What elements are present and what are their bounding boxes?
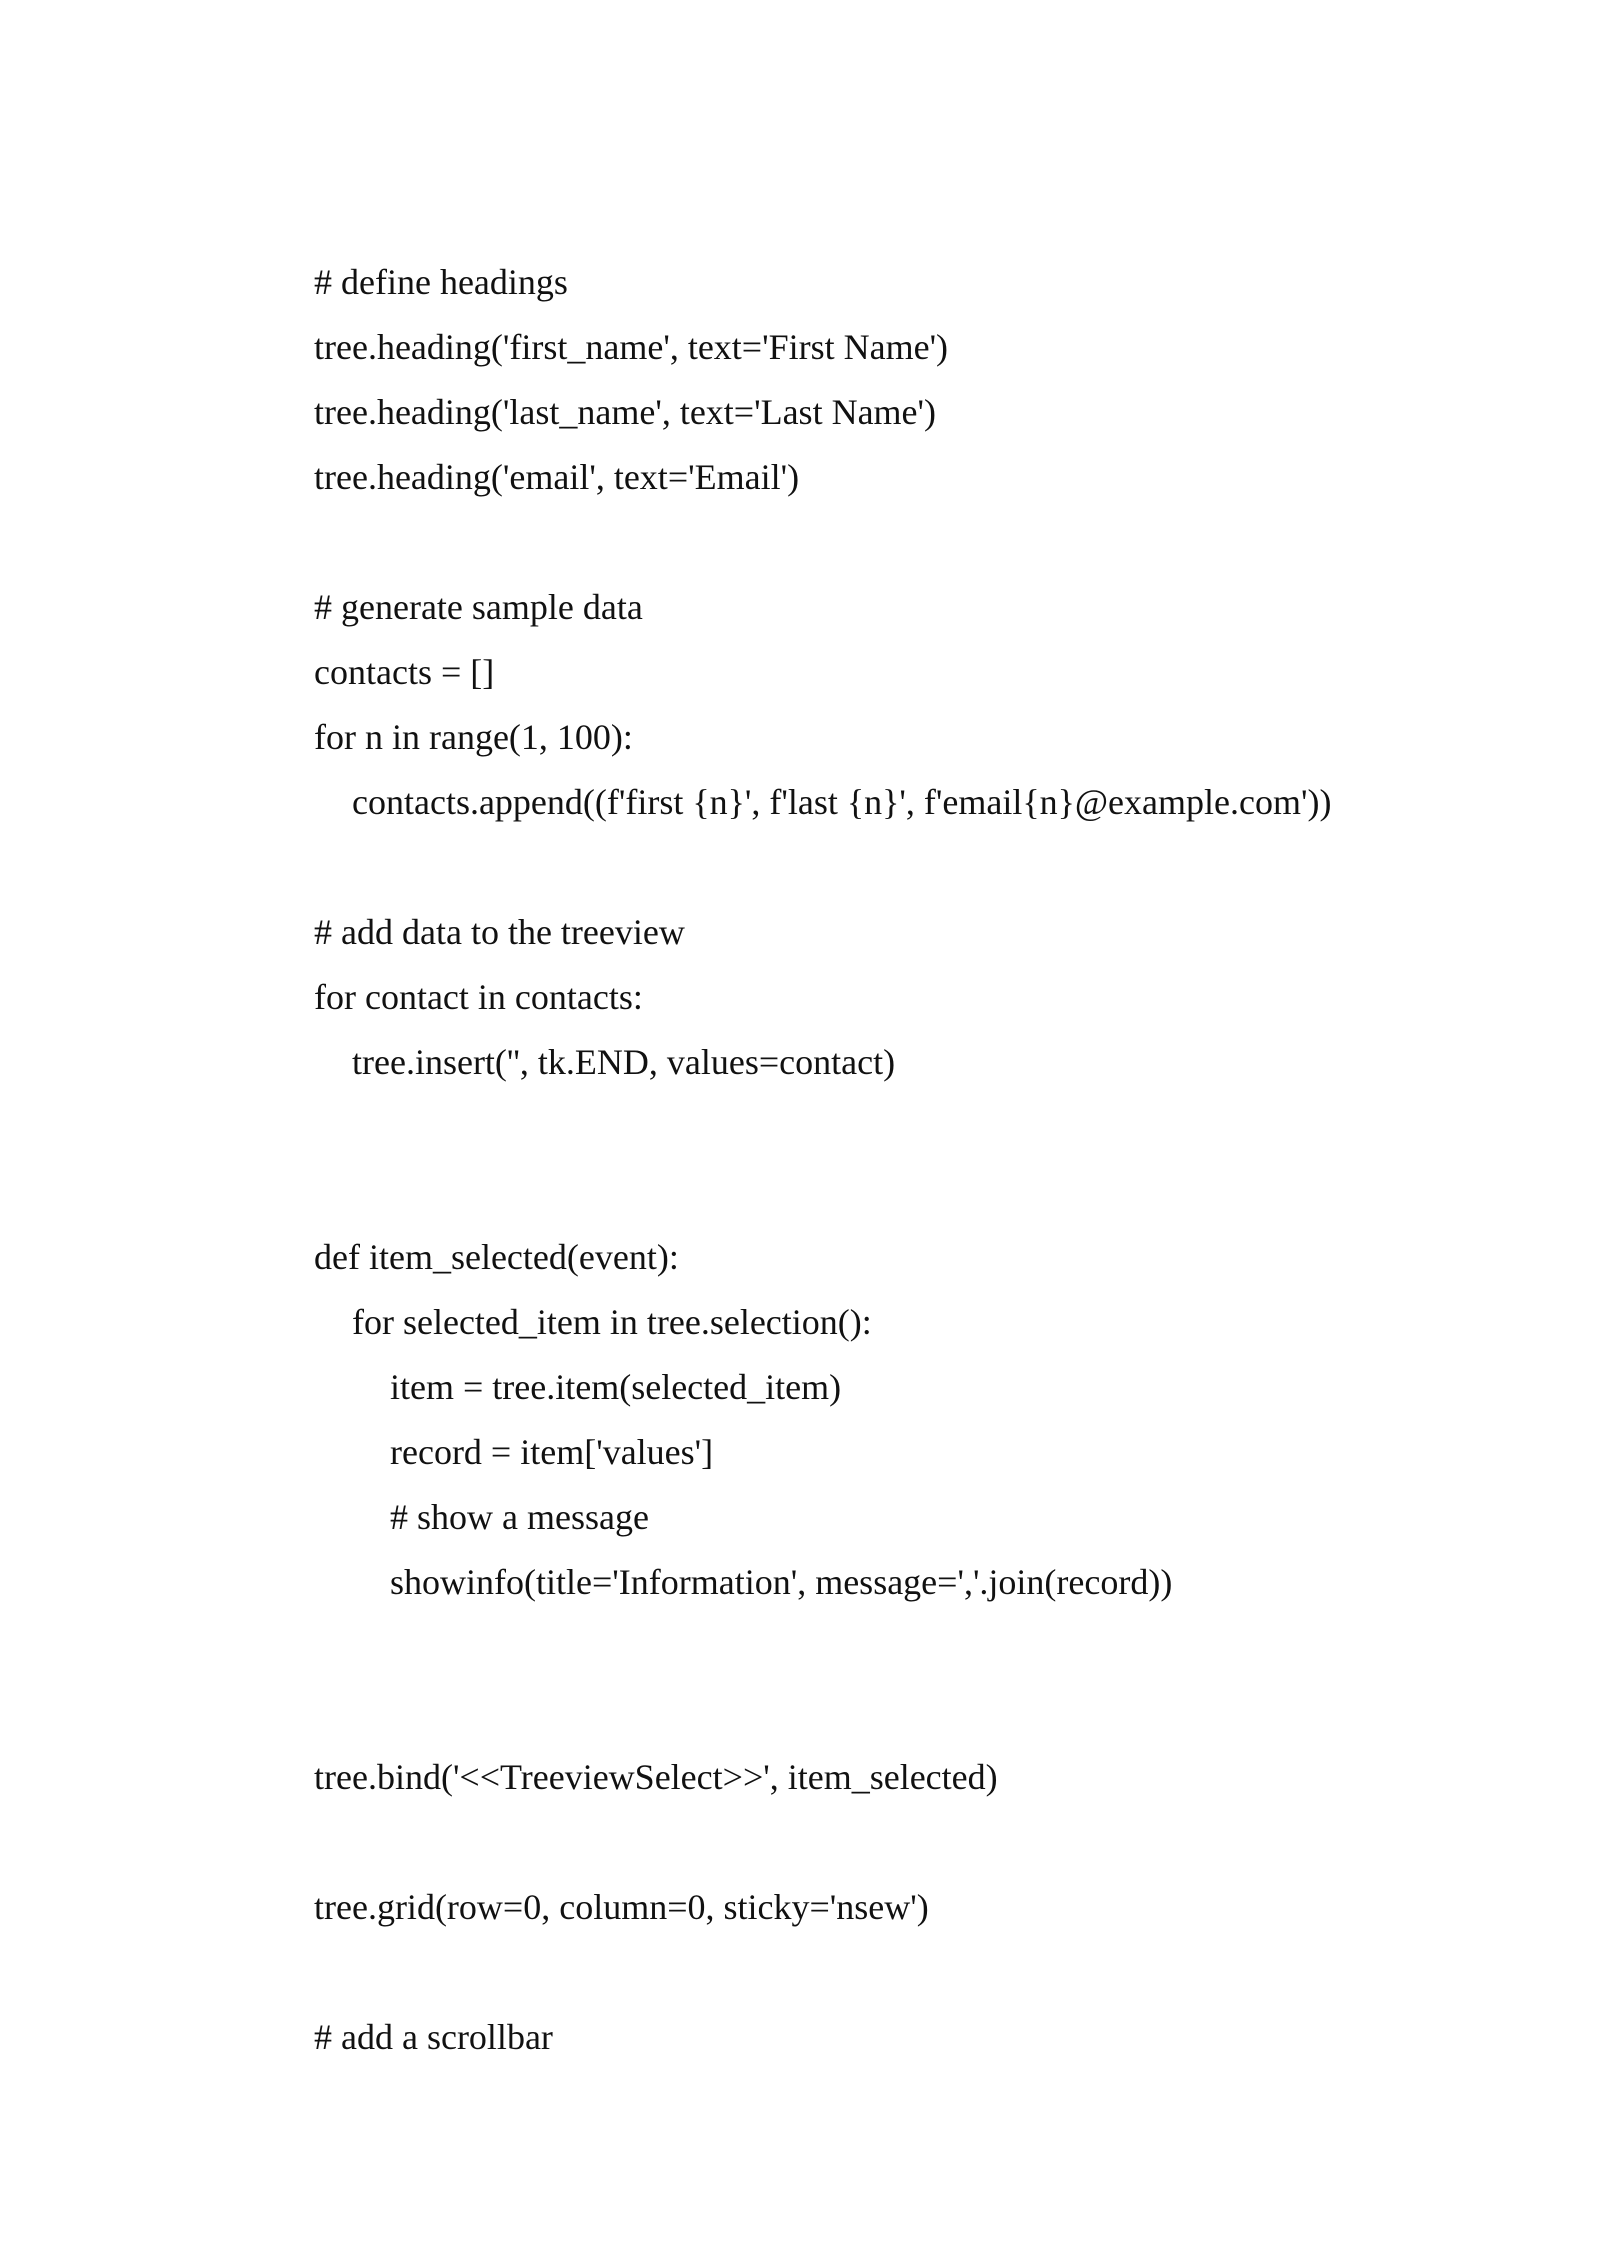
code-line: record = item['values'] bbox=[390, 1432, 714, 1472]
code-line: tree.grid(row=0, column=0, sticky='nsew') bbox=[314, 1887, 929, 1927]
code-line: # show a message bbox=[390, 1497, 649, 1537]
code-line: # generate sample data bbox=[314, 587, 643, 627]
code-line: for contact in contacts: bbox=[314, 977, 643, 1017]
code-line: # define headings bbox=[314, 262, 568, 302]
code-line: for selected_item in tree.selection(): bbox=[352, 1302, 872, 1342]
code-line: tree.heading('first_name', text='First Name') bbox=[314, 327, 949, 367]
code-line: tree.insert('', tk.END, values=contact) bbox=[352, 1042, 896, 1082]
code-line: tree.heading('email', text='Email') bbox=[314, 457, 800, 497]
code-line: contacts = [] bbox=[314, 652, 495, 692]
code-line: # add data to the treeview bbox=[314, 912, 685, 952]
code-line: tree.heading('last_name', text='Last Name') bbox=[314, 392, 937, 432]
code-line: contacts.append((f'first {n}', f'last {n}', f'email{n}@example.com')) bbox=[352, 782, 1332, 822]
code-line: # add a scrollbar bbox=[314, 2017, 553, 2057]
code-line: for n in range(1, 100): bbox=[314, 717, 633, 757]
code-line: item = tree.item(selected_item) bbox=[390, 1367, 842, 1407]
code-line: tree.bind('<<TreeviewSelect>>', item_selected) bbox=[314, 1757, 998, 1797]
code-line: def item_selected(event): bbox=[314, 1237, 679, 1277]
code-line: showinfo(title='Information', message=','.join(record)) bbox=[390, 1562, 1173, 1602]
